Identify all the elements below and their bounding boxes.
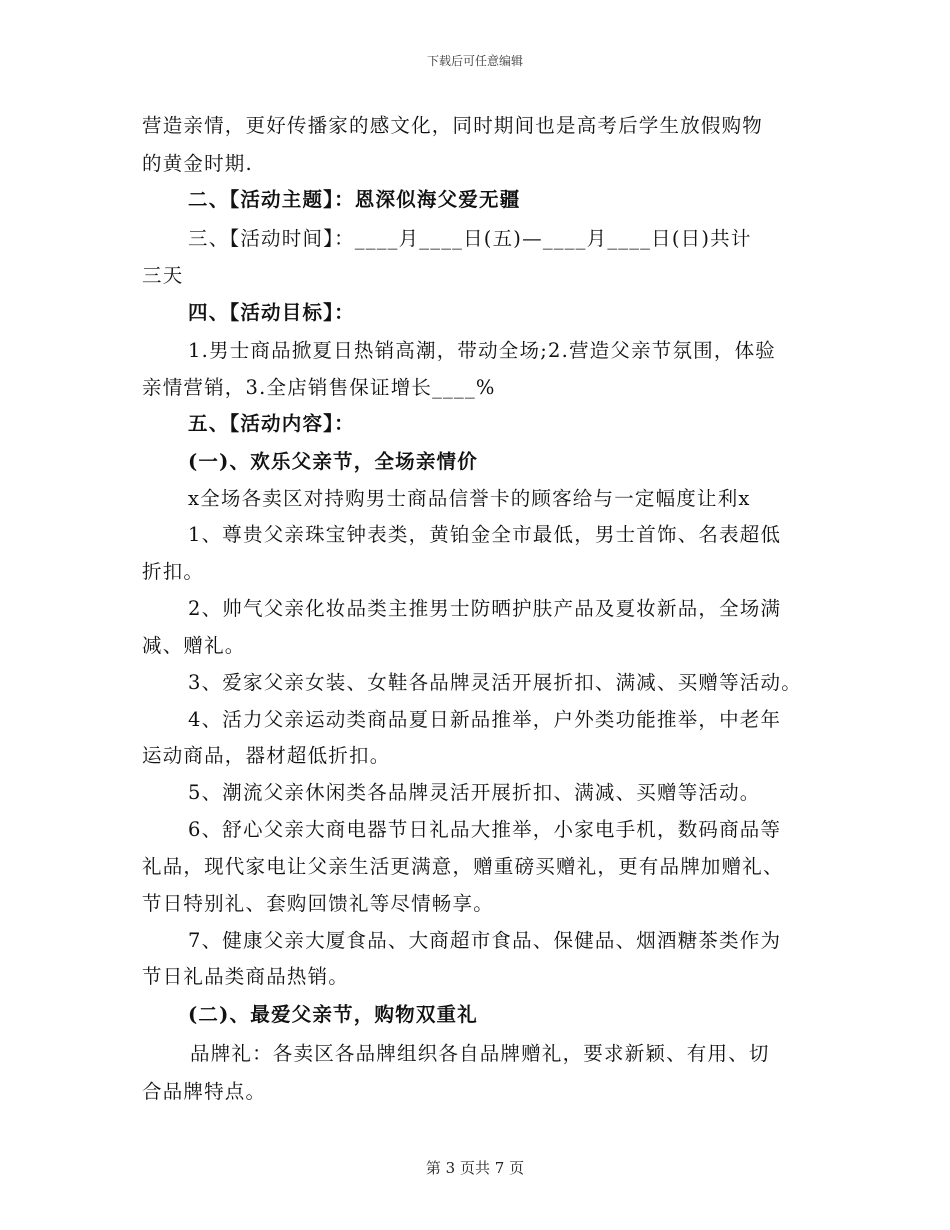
page-footer: 第 3 页共 7 页: [425, 1159, 525, 1177]
list-item: 2、帅气父亲化妆品类主推男士防晒护肤产品及夏妆新品，全场满: [188, 597, 782, 620]
page-header: 下载后可任意编辑: [426, 54, 523, 68]
section-heading-content: 五、【活动内容】：: [188, 412, 355, 435]
body-line: 品牌礼：各卖区各品牌组织各自品牌赠礼，要求新颖、有用、切: [190, 1042, 770, 1065]
list-item: 1、尊贵父亲珠宝钟表类，黄铂金全市最低，男士首饰、名表超低: [188, 523, 782, 546]
subsection-heading-2: (二)、最爱父亲节，购物双重礼: [188, 1003, 478, 1026]
body-line: 合品牌特点。: [142, 1080, 267, 1103]
section-heading-goal: 四、【活动目标】：: [188, 301, 355, 324]
list-item: 4、活力父亲运动类商品夏日新品推举，户外类功能推举，中老年: [188, 708, 782, 731]
body-line: 亲情营销，3.全店销售保证增长____%: [142, 376, 496, 399]
subsection-heading-1: (一)、欢乐父亲节，全场亲情价: [188, 450, 478, 473]
section-heading-time: 三、【活动时间】：____月____日(五)—____月____日(日)共计: [188, 227, 752, 250]
body-line: x全场各卖区对持购男士商品信誉卡的顾客给与一定幅度让利x: [188, 487, 751, 510]
body-line: 的黄金时期.: [142, 152, 253, 175]
body-line: 减、赠礼。: [142, 634, 246, 657]
list-item: 7、健康父亲大厦食品、大商超市食品、保健品、烟酒糖茶类作为: [188, 929, 782, 952]
body-line: 运动商品，器材超低折扣。: [142, 744, 391, 767]
body-line: 节日特别礼、套购回馈礼等尽情畅享。: [142, 892, 494, 915]
body-line: 三天: [142, 264, 184, 287]
body-line: 折扣。: [142, 560, 205, 583]
list-item: 5、潮流父亲休闲类各品牌灵活开展折扣、满减、买赠等活动。: [188, 781, 761, 804]
list-item: 6、舒心父亲大商电器节日礼品大推举，小家电手机，数码商品等: [188, 818, 782, 841]
list-item: 3、爱家父亲女装、女鞋各品牌灵活开展折扣、满减、买赠等活动。: [188, 671, 802, 694]
body-line: 营造亲情，更好传播家的感文化，同时期间也是高考后学生放假购物: [142, 114, 764, 137]
section-heading-theme: 二、【活动主题】：恩深似海父爱无疆: [188, 188, 521, 211]
body-line: 1.男士商品掀夏日热销高潮，带动全场;2.营造父亲节氛围，体验: [188, 339, 776, 362]
body-line: 礼品，现代家电让父亲生活更满意，赠重磅买赠礼，更有品牌加赠礼、: [142, 855, 784, 878]
body-line: 节日礼品类商品热销。: [142, 965, 350, 988]
